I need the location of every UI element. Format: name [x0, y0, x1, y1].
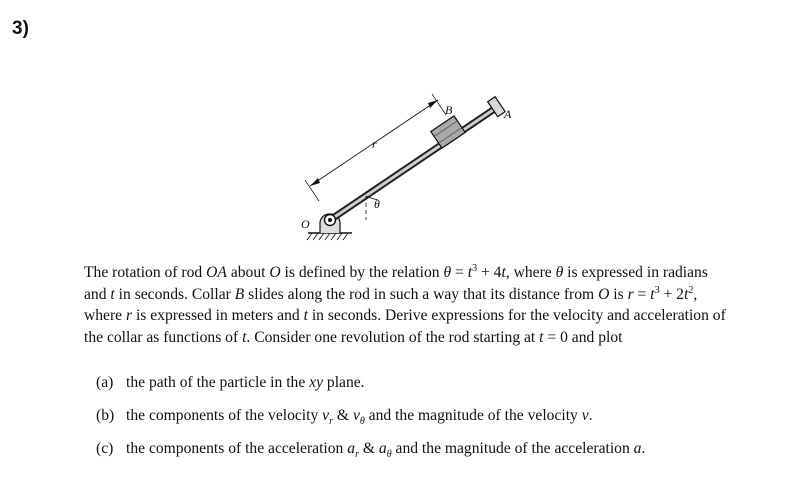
collar-b [431, 116, 465, 148]
problem-paragraph: The rotation of rod OA about O is defined by the relation $\theta = t^3 + 4t$, where θ is expressed in radians and t in seconds. Collar B slides along the rod in such a way that its distance from O is $r = t^3 + 2t^2$, where r is expressed in meters and t in seconds. Derive expressions for the velocity and acceleration of the collar as functions of t. Consider one revolution of the rod starting at t = 0 and plot [84, 262, 726, 346]
label-theta: θ [374, 197, 380, 211]
label-b: B [445, 103, 453, 117]
task-label: (b) [96, 407, 115, 424]
label-a: A [504, 107, 512, 121]
task-item-a: (a) the path of the particle in the xy plane. [96, 374, 365, 391]
rod-collar-diagram [290, 82, 530, 242]
task-label: (c) [96, 440, 114, 457]
label-o: O [301, 217, 310, 231]
problem-statement [84, 262, 734, 348]
question-number: 3) [12, 18, 29, 39]
rod-highlight [330, 110, 493, 220]
task-item-c: (c) the components of the acceleration $a_r$ & $a_\theta$ and the magnitude of the acceleration a. [96, 440, 646, 461]
rod-collar-figure [290, 82, 530, 242]
task-item-b: (b) the components of the velocity $v_r$ & $v_\theta$ and the magnitude of the velocity v. [96, 407, 593, 428]
pin-o-center [328, 218, 332, 222]
r-extension-b [432, 94, 446, 115]
task-label: (a) [96, 374, 114, 391]
ground-hatch [307, 233, 348, 240]
r-arrow-start [310, 178, 320, 186]
label-r: r [372, 137, 377, 151]
